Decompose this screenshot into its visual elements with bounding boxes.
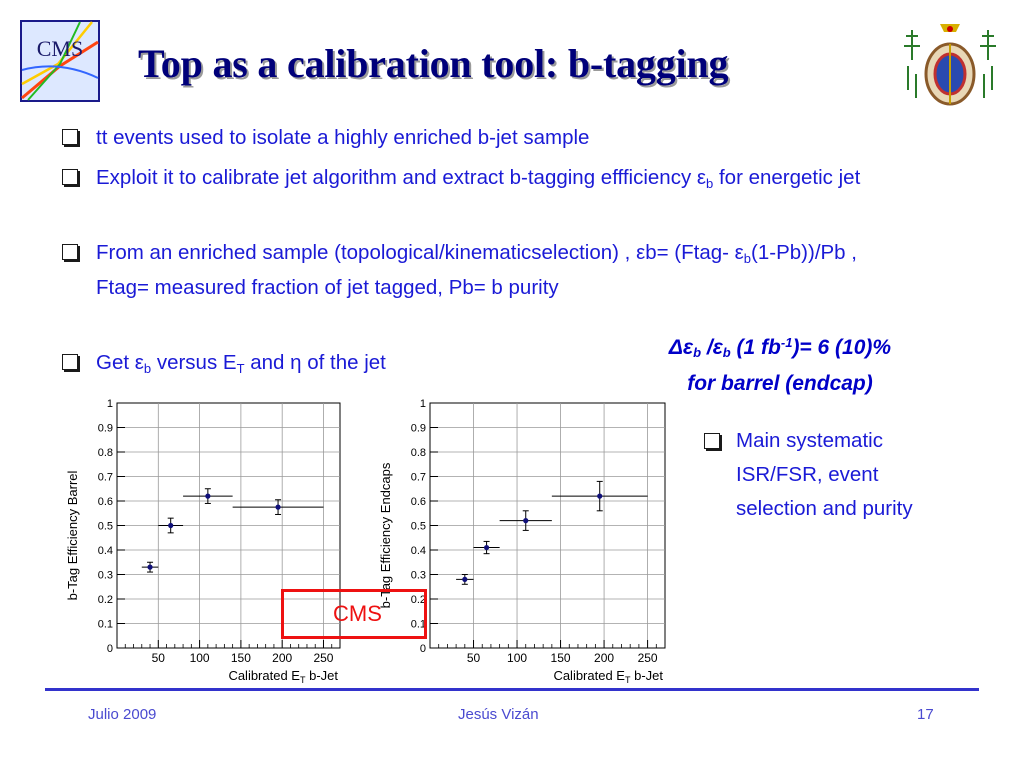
y-tick-label: 0.1 [410, 618, 426, 631]
y-tick-label: 1 [419, 398, 426, 410]
y-tick-label: 1 [106, 398, 113, 410]
marker [523, 518, 528, 523]
slide-title: Top as a calibration tool: b-tagging [138, 41, 729, 86]
highlight-line-1: $\Delta\varepsilon_b$ $/\varepsilon_b$ (1 $fb^{-1})= 6$ (10)% [668, 335, 892, 360]
y-tick-label: 0.7 [410, 471, 426, 484]
bullet-item [60, 160, 866, 195]
marker [147, 565, 152, 570]
marker [168, 523, 173, 528]
x-tick-label: 50 [151, 651, 165, 665]
y-tick-label: 0.4 [410, 545, 426, 557]
x-tick-label: 100 [507, 651, 528, 665]
y-axis-label: b-Tag Efficiency Barrel [65, 470, 80, 601]
checkbox-bullet-icon [62, 129, 78, 145]
checkbox-bullet-icon [62, 244, 78, 260]
x-tick-label: 200 [272, 651, 293, 665]
marker [275, 505, 280, 510]
chart-panel-2 [378, 398, 665, 685]
cms-logo [20, 20, 100, 102]
x-tick-label: 50 [466, 651, 481, 665]
marker [597, 494, 602, 499]
x-axis-label: Calibrated $E_T$ b-Jet [228, 668, 338, 685]
footer-date: Julio 2009 [88, 706, 157, 723]
y-tick-label: 0.8 [410, 447, 426, 459]
marker [205, 494, 210, 499]
checkbox-bullet-icon [62, 354, 78, 370]
efficiency-uncertainty-note [600, 330, 960, 402]
x-tick-label: 200 [594, 651, 615, 665]
footer-author: Jesús Vizán [458, 706, 539, 723]
footer-page-number: 17 [917, 706, 934, 723]
bullet-text: Get $\varepsilon_b$ versus $E_T$ and η of the jet [96, 351, 386, 376]
bullet-item [60, 235, 866, 305]
x-tick-label: 100 [189, 651, 210, 665]
marker [484, 545, 489, 550]
bullet-text: Exploit it to calibrate jet algorithm and extract b-tagging effficiency $\varepsilon_b$ for energetic jet [96, 166, 861, 191]
y-tick-label: 0 [419, 643, 426, 655]
y-tick-label: 0.3 [97, 569, 113, 582]
highlight-line-2: for barrel (endcap) [687, 372, 873, 395]
university-crest-logo [900, 20, 1000, 116]
checkbox-bullet-icon [62, 169, 78, 185]
footer-divider [45, 688, 979, 691]
y-tick-label: 0.6 [97, 496, 113, 508]
y-tick-label: 0.6 [410, 496, 426, 508]
y-tick-label: 0.5 [97, 520, 113, 533]
x-tick-label: 150 [230, 651, 251, 665]
y-tick-label: 0.9 [97, 422, 113, 435]
bullet-item [60, 120, 866, 155]
y-tick-label: 0.2 [410, 594, 426, 606]
y-tick-label: 0.8 [97, 447, 113, 459]
y-tick-label: 0.4 [97, 545, 113, 557]
cms-label: CMS [333, 601, 382, 626]
y-tick-label: 0.1 [97, 618, 113, 631]
y-tick-label: 0.7 [97, 471, 113, 484]
x-tick-label: 250 [313, 651, 334, 665]
systematic-text: Main systematic ISR/FSR, event selection and purity [736, 429, 913, 520]
y-axis-label: b-Tag Efficiency Endcaps [378, 462, 393, 609]
x-tick-label: 250 [637, 651, 658, 665]
bullet-text: From an enriched sample (topological/kinematicselection) , εb= (Ftag- $\varepsilon_b(1-Pb))/Pb$ , Ftag= measured fraction of jet tagged, Pb= b purity [96, 241, 857, 299]
svg-text:CMS: CMS [36, 36, 84, 61]
marker [462, 577, 467, 582]
x-axis-label: Calibrated $E_T$ b-Jet [553, 668, 663, 685]
y-tick-label: 0 [106, 643, 113, 655]
y-tick-label: 0.9 [410, 422, 426, 435]
efficiency-plots [55, 395, 675, 685]
chart-panel-1 [65, 398, 340, 685]
y-tick-label: 0.5 [410, 520, 426, 533]
y-tick-label: 0.3 [410, 569, 426, 582]
checkbox-bullet-icon [704, 433, 720, 449]
x-tick-label: 150 [550, 651, 571, 665]
bullet-text: tt events used to isolate a highly enriched b-jet sample [96, 126, 590, 149]
y-tick-label: 0.2 [97, 594, 113, 606]
bullet-item [60, 345, 616, 380]
